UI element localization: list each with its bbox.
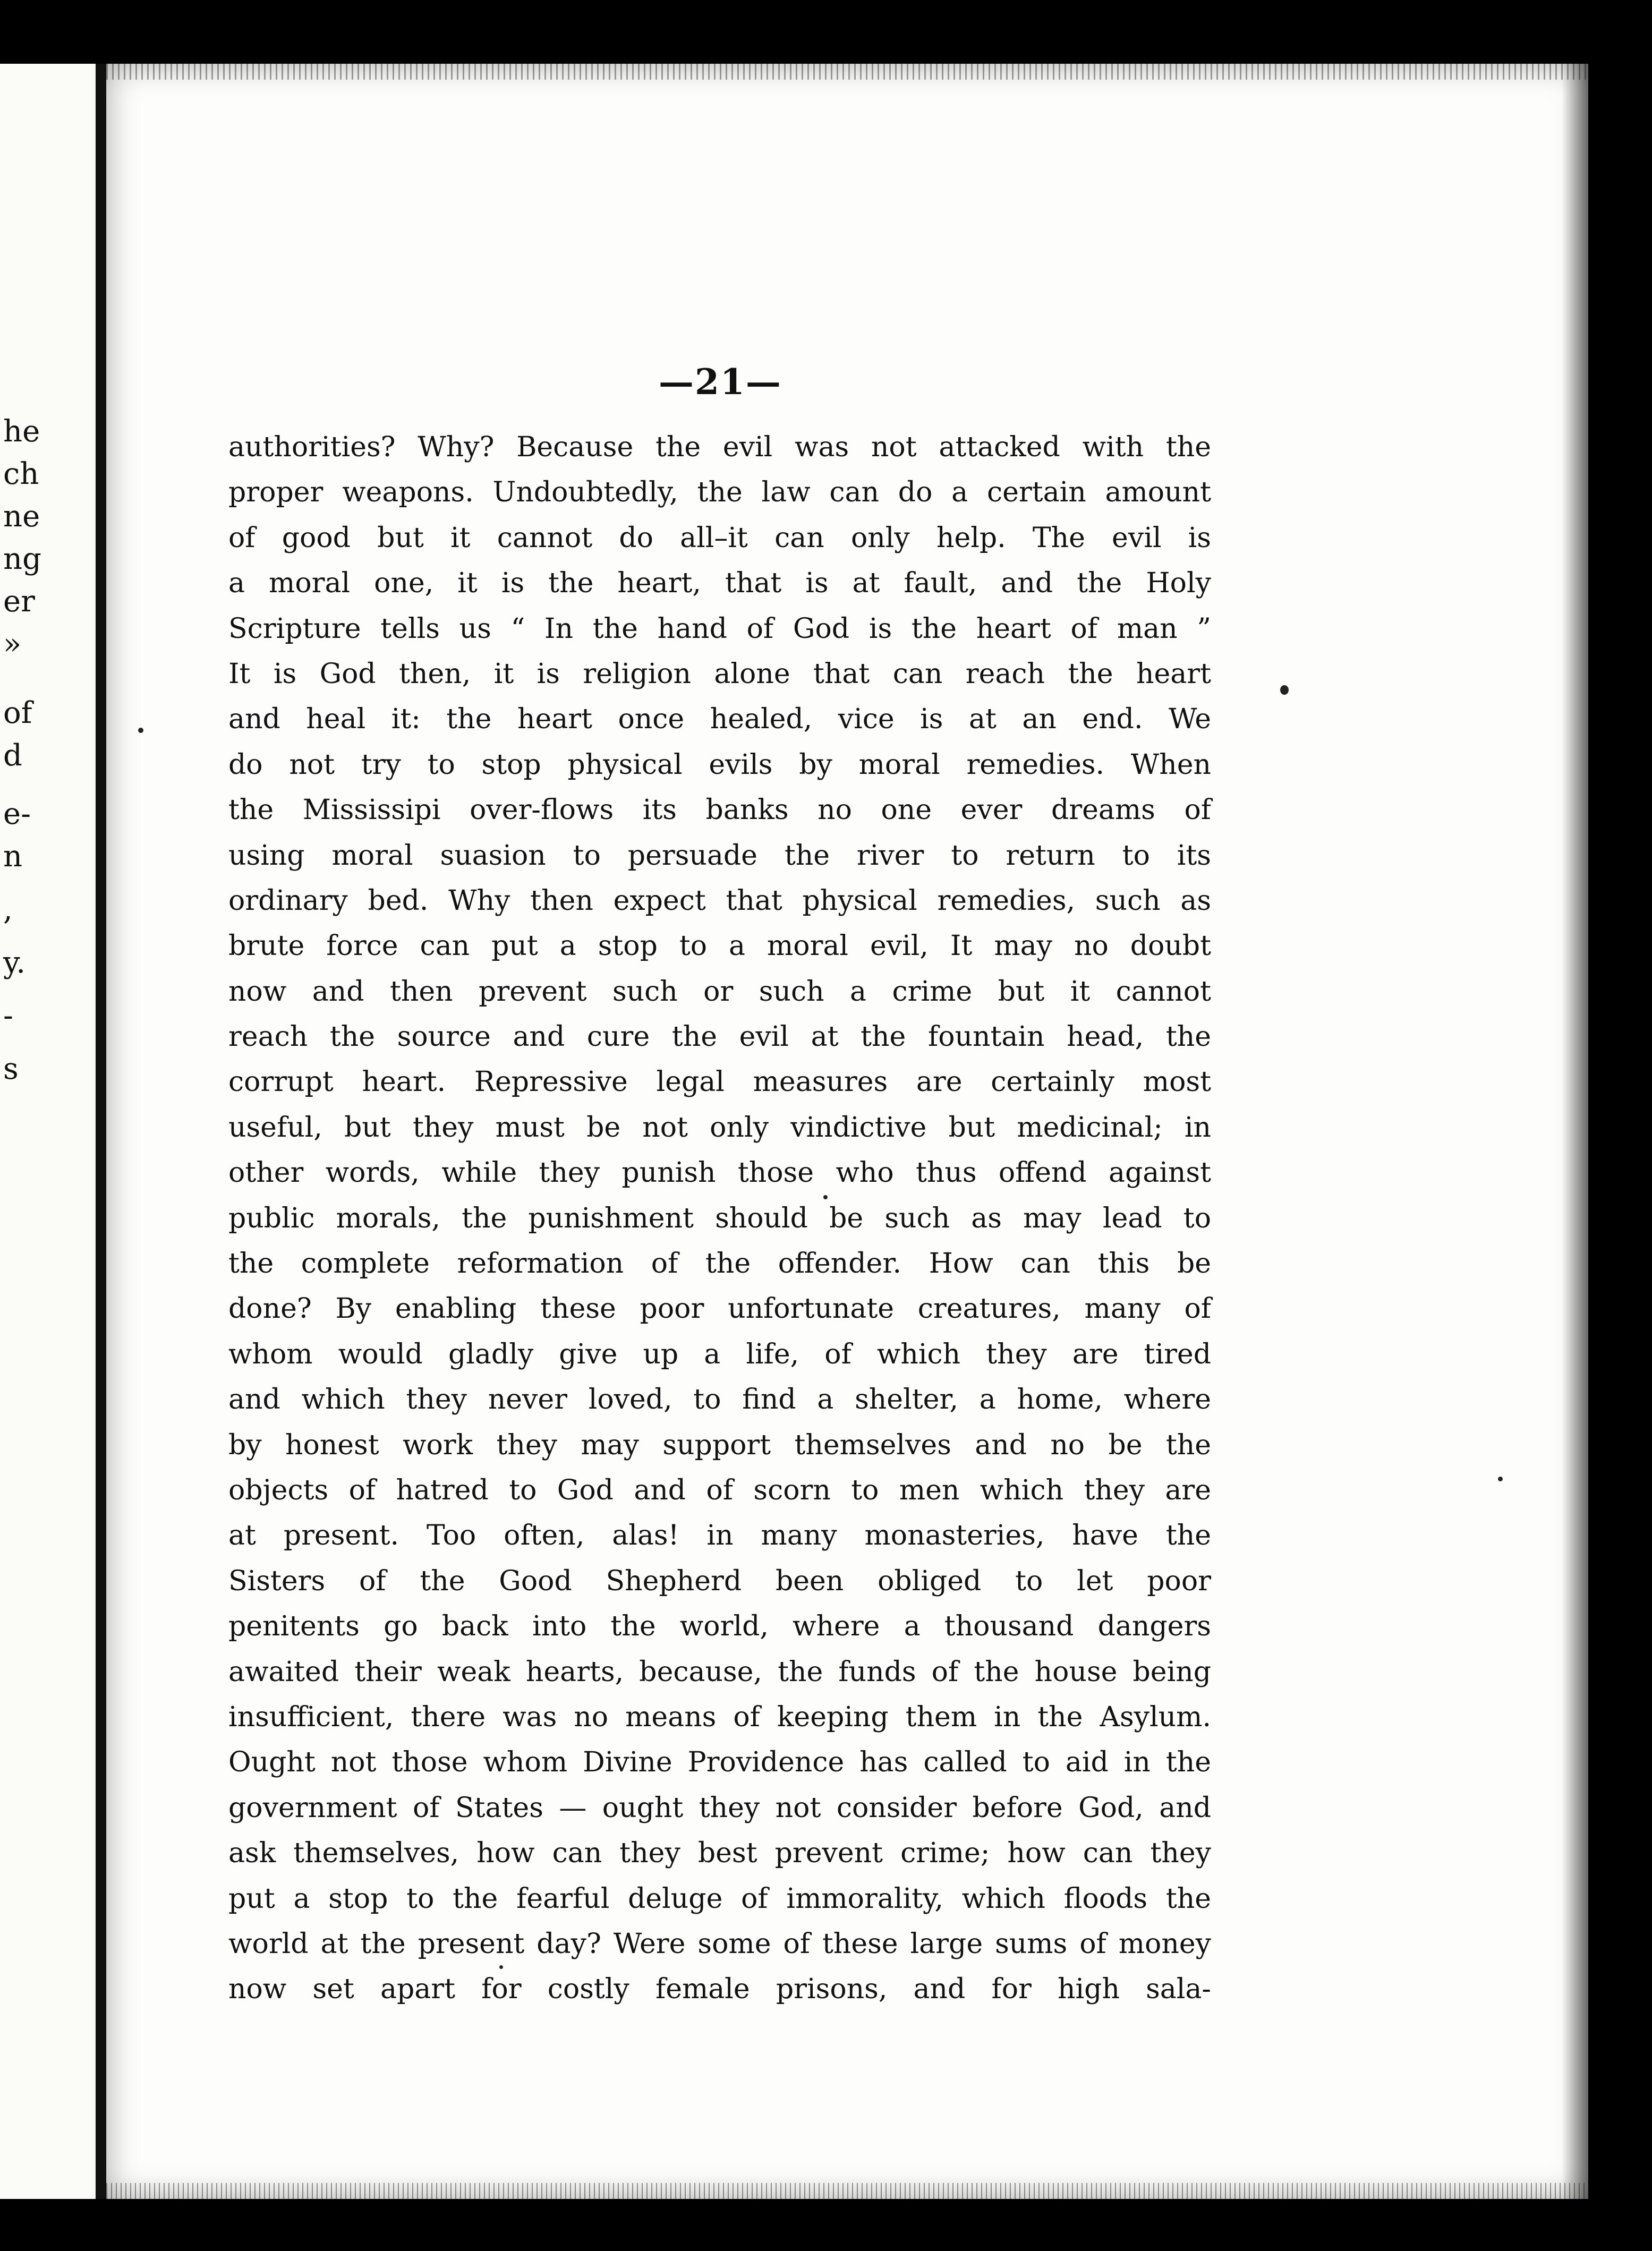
text-line: the complete reformation of the offender. How can this be <box>228 1248 1211 1280</box>
text-line: by honest work they may support themselves and no be the <box>228 1429 1211 1461</box>
scan-noise-bottom <box>106 2183 1588 2199</box>
text-line: Ought not those whom Divine Providence has called to aid in the <box>228 1746 1211 1779</box>
text-line: Sisters of the Good Shepherd been obliged to let poor <box>228 1565 1211 1597</box>
text-line: authorities? Why? Because the evil was not attacked with the <box>228 431 1211 463</box>
facing-fragment: ne <box>3 499 40 534</box>
text-line: corrupt heart. Repressive legal measures are certainly most <box>228 1066 1211 1098</box>
text-line: do not try to stop physical evils by moral remedies. When <box>228 748 1211 781</box>
text-line: and which they never loved, to find a shelter, a home, where <box>228 1384 1211 1416</box>
text-line: put a stop to the fearful deluge of immorality, which floods the <box>228 1882 1211 1915</box>
text-line: a moral one, it is the heart, that is at fault, and the Holy <box>228 567 1211 600</box>
text-line: done? By enabling these poor unfortunate creatures, many of <box>228 1293 1211 1325</box>
facing-fragment: - <box>3 999 13 1033</box>
text-line: ordinary bed. Why then expect that physical remedies, such as <box>228 884 1211 917</box>
text-line: and heal it: the heart once healed, vice is at an end. We <box>228 703 1211 736</box>
text-line: public morals, the punishment should be such as may lead to <box>228 1202 1211 1234</box>
scan-speck <box>138 728 143 733</box>
facing-fragment: s <box>3 1052 19 1086</box>
text-line: objects of hatred to God and of scorn to men which they are <box>228 1474 1211 1506</box>
facing-fragment: he <box>3 414 40 449</box>
text-line: proper weapons. Undoubtedly, the law can do a certain amount <box>228 476 1211 509</box>
text-line: whom would gladly give up a life, of which they are tired <box>228 1338 1211 1370</box>
text-line: now set apart for costly female prisons, and for high sala- <box>228 1973 1211 2006</box>
facing-page-edge <box>0 64 96 2199</box>
facing-fragment: e- <box>3 797 31 831</box>
text-line: awaited their weak hearts, because, the funds of the house being <box>228 1656 1211 1688</box>
text-line: government of States — ought they not consider before God, and <box>228 1792 1211 1824</box>
scan-noise-top <box>106 58 1588 80</box>
scan-shadow-right <box>1562 64 1588 2199</box>
facing-fragment: y. <box>3 945 25 980</box>
scan-speck <box>1498 1477 1503 1481</box>
text-line: the Mississipi over-flows its banks no one ever dreams of <box>228 794 1211 826</box>
facing-fragment: d <box>3 738 22 773</box>
facing-fragment: ch <box>3 457 39 491</box>
facing-fragment: er <box>3 584 35 619</box>
text-line: reach the source and cure the evil at the fountain head, the <box>228 1021 1211 1053</box>
text-line: brute force can put a stop to a moral evil, It may no doubt <box>228 930 1211 962</box>
text-line: of good but it cannot do all–it can only help. The evil is <box>228 522 1211 554</box>
facing-fragment: » <box>3 627 22 661</box>
text-line: insufficient, there was no means of keeping them in the Asylum. <box>228 1701 1211 1733</box>
text-line: now and then prevent such or such a crime but it cannot <box>228 975 1211 1008</box>
scan-speck <box>1280 685 1289 695</box>
body-text <box>228 425 1211 2013</box>
text-line: It is God then, it is religion alone that can reach the heart <box>228 658 1211 690</box>
facing-fragment: of <box>3 696 32 730</box>
facing-fragment: n <box>3 839 23 874</box>
page-number: —21— <box>659 361 782 403</box>
text-line: penitents go back into the world, where a thousand dangers <box>228 1610 1211 1643</box>
text-line: useful, but they must be not only vindictive but medicinal; in <box>228 1111 1211 1144</box>
text-line: world at the present day? Were some of these large sums of money <box>228 1928 1211 1960</box>
text-line: using moral suasion to persuade the river to return to its <box>228 839 1211 872</box>
text-line: other words, while they punish those who thus offend against <box>228 1157 1211 1189</box>
text-line: ask themselves, how can they best prevent crime; how can they <box>228 1837 1211 1870</box>
text-line: at present. Too often, alas! in many monasteries, have the <box>228 1520 1211 1552</box>
text-line: Scripture tells us “ In the hand of God is the heart of man ” <box>228 612 1211 645</box>
facing-fragment: ng <box>3 542 41 576</box>
facing-fragment: , <box>3 892 13 927</box>
